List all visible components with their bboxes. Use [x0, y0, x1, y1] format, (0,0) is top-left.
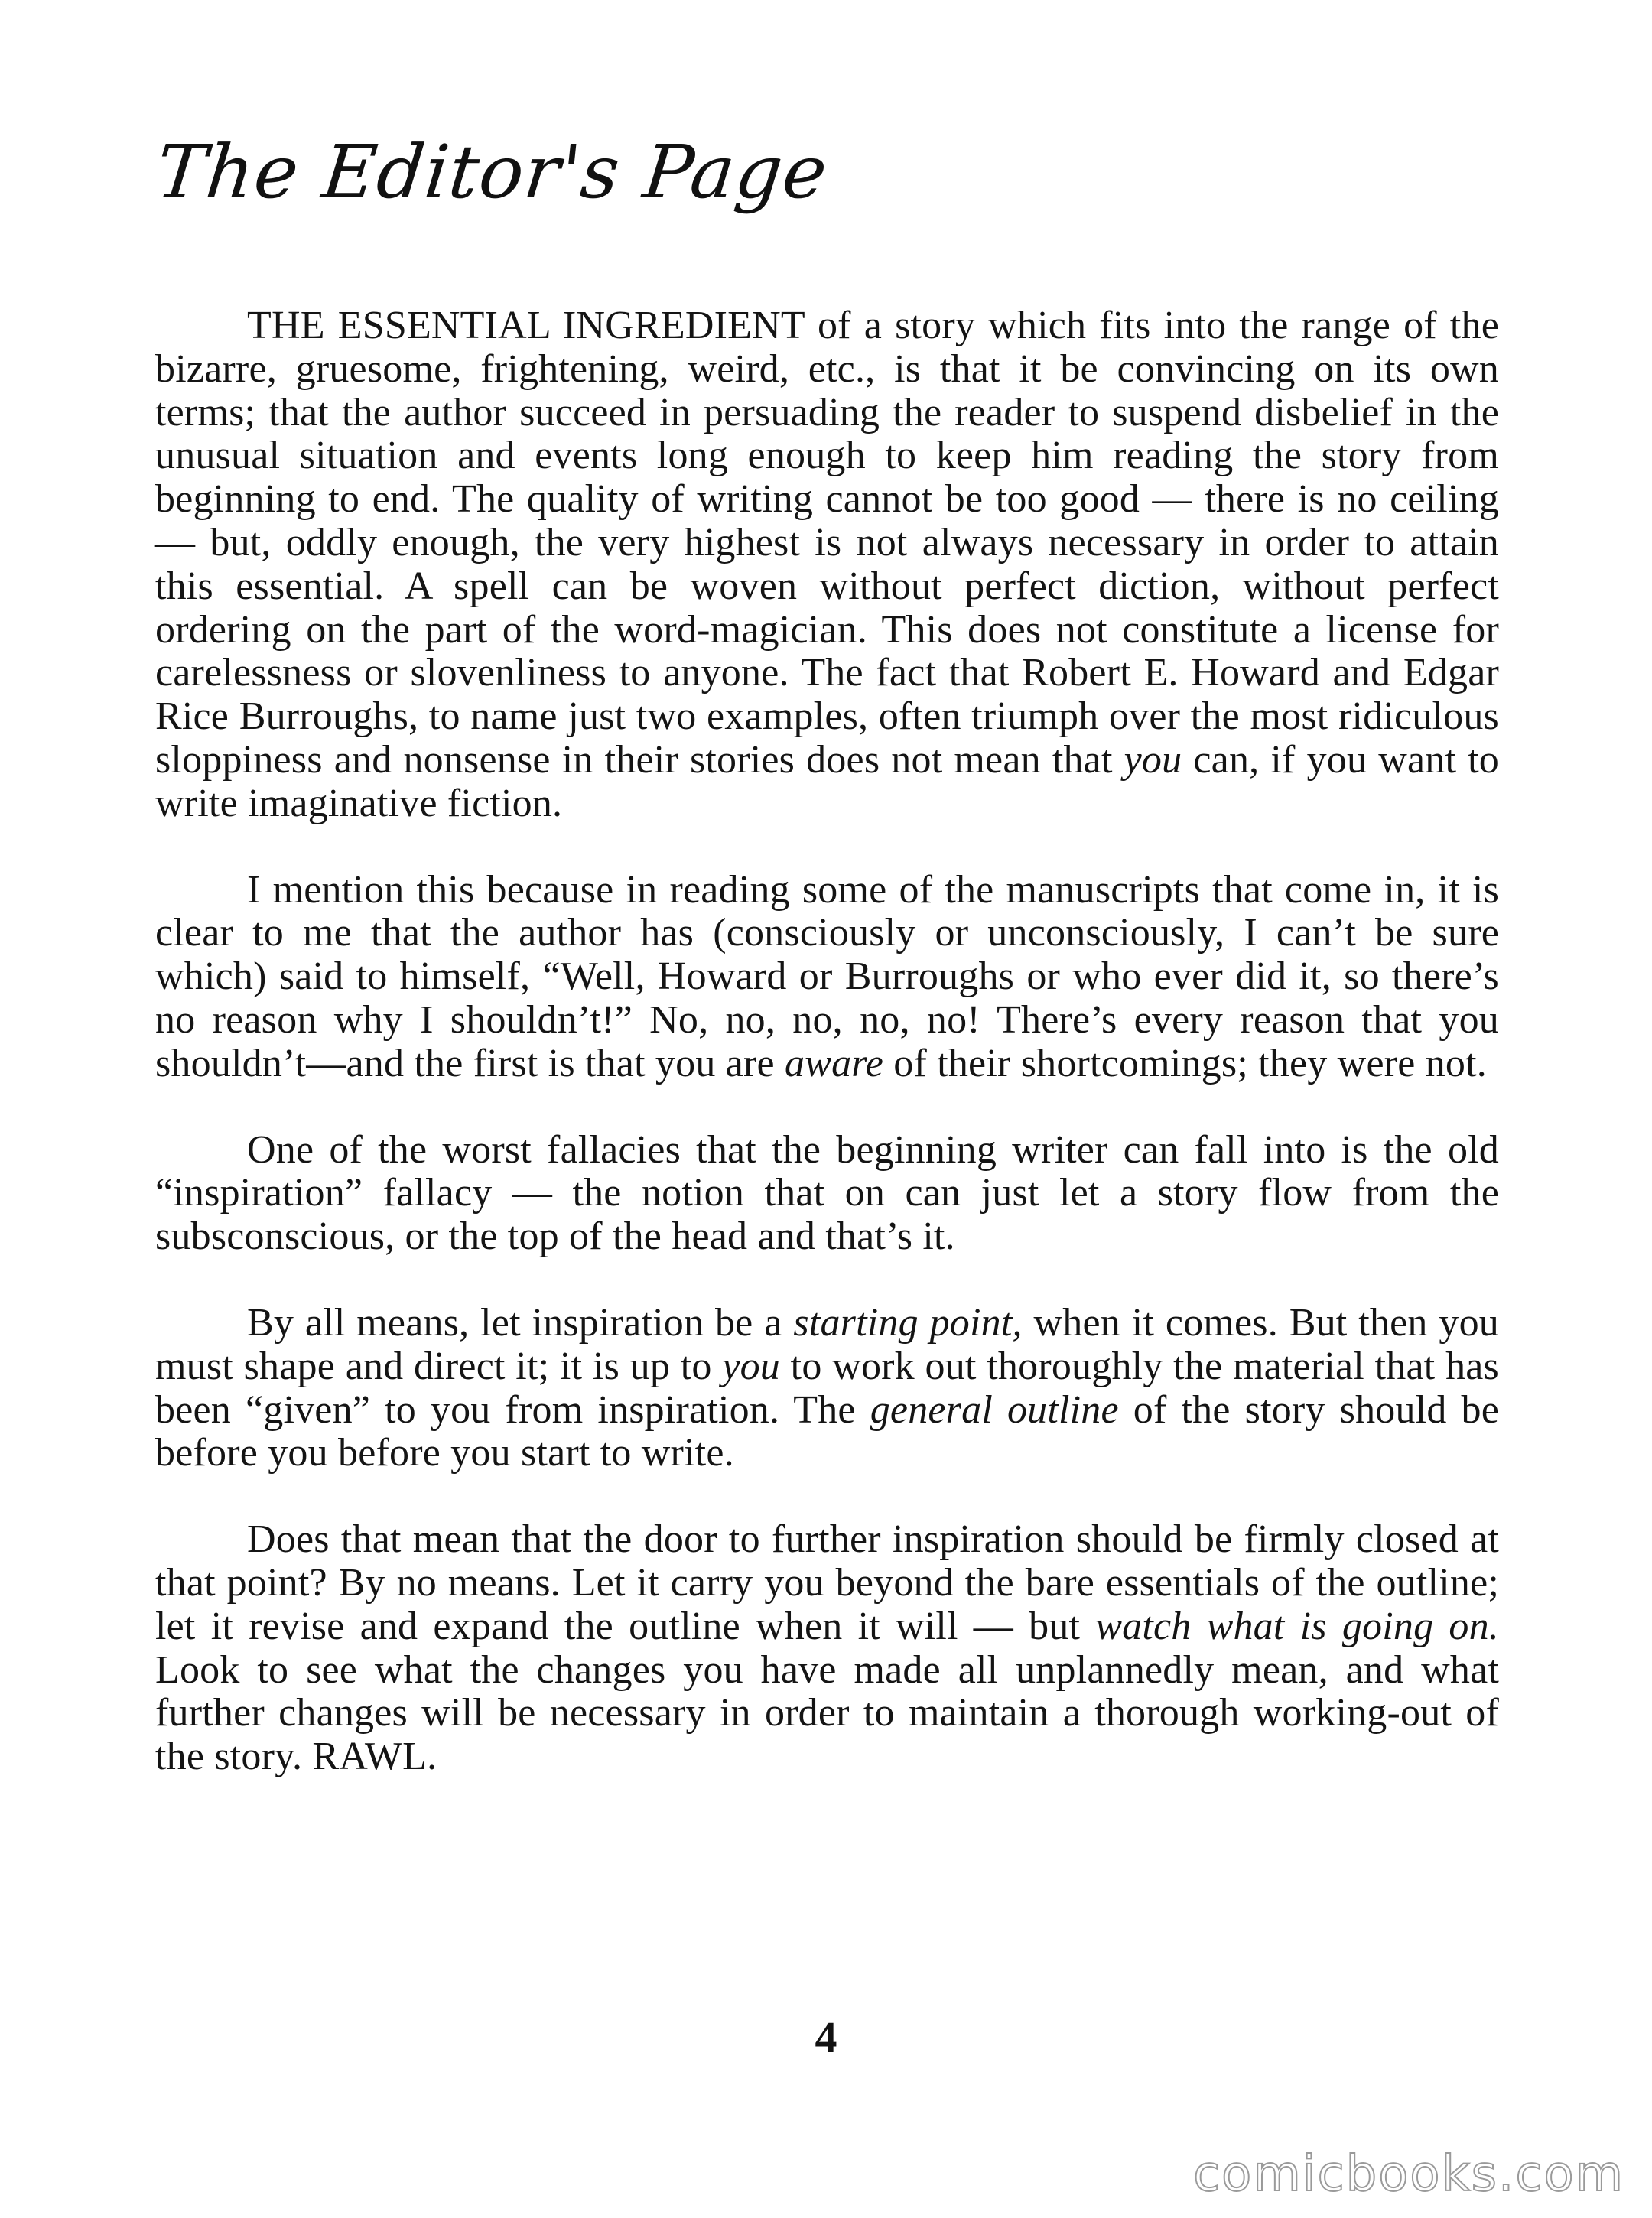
text-run: to work out thoroughly the material that has been “given” to you from inspiration. The: [155, 1344, 1499, 1432]
text-run: when it comes. But then you must shape and direct it; it is up to: [155, 1300, 1499, 1388]
paragraph: [155, 1129, 1499, 1259]
emphasis-text: starting point,: [793, 1300, 1023, 1345]
emphasis-text: watch what is going on.: [1095, 1604, 1499, 1648]
emphasis-text: aware: [785, 1041, 884, 1085]
paragraph: [155, 869, 1499, 1086]
emphasis-text: you: [722, 1344, 780, 1388]
emphasis-text: you: [1124, 737, 1182, 782]
text-run: I mention this because in reading some of the manuscripts that come in, it is clear to me that the author has (consciously or unconsciously, I can’t be sure which) said to himself, “Well, Howard or Burroughs or who ever did it, so there’s no reason why I shouldn’t!” No, no, no, no, no! There’s every reason that you shouldn’t—and the first is that you are: [155, 867, 1499, 1085]
paragraph: [155, 1518, 1499, 1779]
text-run: can, if you want to write imaginative fiction.: [155, 737, 1499, 825]
editorial-body: [155, 304, 1499, 1779]
text-run: Look to see what the changes you have made all unplannedly mean, and what further changes will be necessary in order to maintain a thorough working-out of the story. RAWL.: [155, 1647, 1499, 1779]
text-run: of their shortcomings; they were not.: [883, 1041, 1487, 1085]
page-title: The Editor's Page: [152, 129, 832, 215]
text-run: THE ESSENTIAL INGREDIENT of a story which fits into the range of the bizarre, gruesome, frightening, weird, etc., is that it be convincing on its own terms; that the author succeed in persuading the reader to suspend disbelief in the unusual situation and events long enough to keep him reading the story from beginning to end. The quality of writing cannot be too good — there is no ceiling — but, oddly enough, the very highest is not always necessary in order to attain this essential. A spell can be woven without perfect diction, without perfect ordering on the part of the word-magician. This does not constitute a license for carelessness or slovenliness to anyone. The fact that Robert E. Howard and Edgar Rice Burroughs, to name just two examples, often triumph over the most ridiculous sloppiness and nonsense in their stories does not mean that: [155, 304, 1499, 782]
text-run: Does that mean that the door to further inspiration should be firmly closed at that point? By no means. Let it carry you beyond the bare essentials of the outline; let it revise and expand the outline when it will — but: [155, 1517, 1499, 1648]
text-run: One of the worst fallacies that the beginning writer can fall into is the old “inspiration” fallacy — the notion that on can just let a story flow from the subsconscious, or the top of the head and that’s it.: [155, 1127, 1499, 1259]
emphasis-text: general outline: [870, 1387, 1119, 1432]
page-number: 4: [815, 2012, 837, 2062]
site-watermark: comicbooks.com: [1192, 2146, 1624, 2203]
text-run: of the story should be before you before you start to write.: [155, 1387, 1500, 1475]
text-run: By all means, let inspiration be a: [247, 1300, 794, 1345]
paragraph: [155, 1302, 1499, 1475]
paragraph: [155, 304, 1499, 826]
